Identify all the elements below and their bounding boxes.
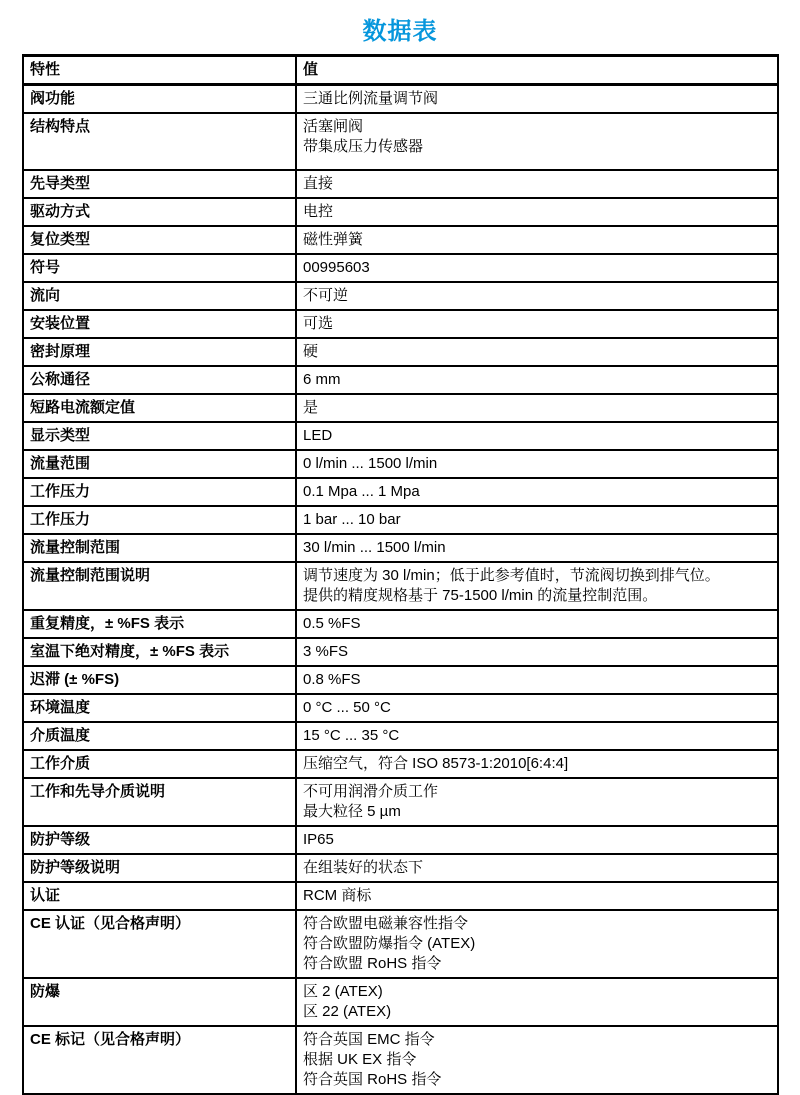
column-header-value: 值 xyxy=(296,56,778,85)
value-line: 最大粒径 5 µm xyxy=(303,803,401,820)
value-line: 符合欧盟电磁兼容性指令 xyxy=(303,915,469,932)
row-value xyxy=(296,366,778,394)
row-label: 结构特点 xyxy=(23,113,296,170)
row-label: 先导类型 xyxy=(23,170,296,198)
value-line: 调节速度为 30 l/min；低于此参考值时，节流阀切换到排气位。 xyxy=(303,567,720,584)
row-label: 安装位置 xyxy=(23,310,296,338)
value-line: 30 l/min ... 1500 l/min xyxy=(303,539,446,556)
value-line: 0.8 %FS xyxy=(303,671,361,688)
table-row xyxy=(23,226,778,254)
table-body xyxy=(23,85,778,1095)
row-value xyxy=(296,338,778,366)
row-label: 工作压力 xyxy=(23,506,296,534)
value-line: 区 22 (ATEX) xyxy=(303,1003,392,1020)
row-label: 防护等级 xyxy=(23,826,296,854)
value-line: 提供的精度规格基于 75-1500 l/min 的流量控制范围。 xyxy=(303,587,658,604)
page-title: 数据表 xyxy=(362,18,438,45)
row-label: 流量范围 xyxy=(23,450,296,478)
table-row xyxy=(23,638,778,666)
row-label: 工作介质 xyxy=(23,750,296,778)
row-value xyxy=(296,910,778,978)
table-row xyxy=(23,978,778,1026)
row-label: 室温下绝对精度，± %FS 表示 xyxy=(23,638,296,666)
value-line: 磁性弹簧 xyxy=(303,231,364,248)
value-line: LED xyxy=(303,427,333,444)
row-value xyxy=(296,506,778,534)
value-line: 0.5 %FS xyxy=(303,615,361,632)
table-row xyxy=(23,506,778,534)
value-line: 三通比例流量调节阀 xyxy=(303,90,439,107)
table-row xyxy=(23,534,778,562)
value-line: 可选 xyxy=(303,315,334,332)
table-row xyxy=(23,366,778,394)
row-value xyxy=(296,394,778,422)
row-value xyxy=(296,750,778,778)
table-row xyxy=(23,394,778,422)
table-row xyxy=(23,170,778,198)
row-value xyxy=(296,226,778,254)
value-line: 15 °C ... 35 °C xyxy=(303,727,400,744)
table-row xyxy=(23,1026,778,1094)
value-line: 0.1 Mpa ... 1 Mpa xyxy=(303,483,420,500)
value-line: 电控 xyxy=(303,203,334,220)
row-label: CE 认证（见合格声明） xyxy=(23,910,296,978)
row-label: 迟滞 (± %FS) xyxy=(23,666,296,694)
value-line: 1 bar ... 10 bar xyxy=(303,511,401,528)
value-line: 在组装好的状态下 xyxy=(303,859,424,876)
row-value xyxy=(296,882,778,910)
value-line: 活塞闸阀 xyxy=(303,118,364,135)
table-row xyxy=(23,85,778,114)
value-line: 不可逆 xyxy=(303,287,349,304)
row-label: 防爆 xyxy=(23,978,296,1026)
value-line: 3 %FS xyxy=(303,643,349,660)
value-line: 带集成压力传感器 xyxy=(303,138,424,155)
row-value xyxy=(296,450,778,478)
table-row xyxy=(23,694,778,722)
row-value xyxy=(296,722,778,750)
table-row xyxy=(23,198,778,226)
row-value xyxy=(296,422,778,450)
row-value xyxy=(296,1026,778,1094)
table-row xyxy=(23,254,778,282)
table-header xyxy=(23,56,778,85)
row-label: 密封原理 xyxy=(23,338,296,366)
row-label: 公称通径 xyxy=(23,366,296,394)
table-row xyxy=(23,910,778,978)
row-value xyxy=(296,170,778,198)
value-line: 0 l/min ... 1500 l/min xyxy=(303,455,438,472)
row-value xyxy=(296,694,778,722)
row-value xyxy=(296,854,778,882)
row-label: 重复精度，± %FS 表示 xyxy=(23,610,296,638)
value-line: 00995603 xyxy=(303,259,370,276)
row-value xyxy=(296,778,778,826)
row-label: 工作和先导介质说明 xyxy=(23,778,296,826)
value-line: 区 2 (ATEX) xyxy=(303,983,383,1000)
row-label: 流量控制范围 xyxy=(23,534,296,562)
row-label: 流向 xyxy=(23,282,296,310)
row-value xyxy=(296,478,778,506)
table-row xyxy=(23,610,778,638)
value-line: 0 °C ... 50 °C xyxy=(303,699,391,716)
row-value xyxy=(296,610,778,638)
row-label: 复位类型 xyxy=(23,226,296,254)
value-line: 符合欧盟防爆指令 (ATEX) xyxy=(303,935,476,952)
table-row xyxy=(23,750,778,778)
spec-table xyxy=(22,54,779,1095)
value-line: RCM 商标 xyxy=(303,887,372,904)
row-value xyxy=(296,978,778,1026)
table-row xyxy=(23,450,778,478)
value-line: 硬 xyxy=(303,343,319,360)
table-row xyxy=(23,778,778,826)
table-row xyxy=(23,338,778,366)
row-value xyxy=(296,826,778,854)
table-row xyxy=(23,722,778,750)
value-line: 符合欧盟 RoHS 指令 xyxy=(303,955,442,972)
table-row xyxy=(23,666,778,694)
row-label: 认证 xyxy=(23,882,296,910)
table-row xyxy=(23,882,778,910)
row-value xyxy=(296,198,778,226)
row-value xyxy=(296,282,778,310)
row-value xyxy=(296,666,778,694)
row-value xyxy=(296,310,778,338)
row-label: 符号 xyxy=(23,254,296,282)
row-label: 环境温度 xyxy=(23,694,296,722)
value-line: 6 mm xyxy=(303,371,341,388)
row-value xyxy=(296,638,778,666)
value-line: IP65 xyxy=(303,831,334,848)
value-line: 直接 xyxy=(303,175,334,192)
column-header-characteristic: 特性 xyxy=(23,56,296,85)
row-label: CE 标记（见合格声明） xyxy=(23,1026,296,1094)
row-label: 短路电流额定值 xyxy=(23,394,296,422)
table-row xyxy=(23,478,778,506)
table-row xyxy=(23,282,778,310)
value-line: 根据 UK EX 指令 xyxy=(303,1051,417,1068)
table-row xyxy=(23,310,778,338)
row-label: 介质温度 xyxy=(23,722,296,750)
table-row xyxy=(23,562,778,610)
table-row xyxy=(23,854,778,882)
value-line: 符合英国 EMC 指令 xyxy=(303,1031,435,1048)
table-row xyxy=(23,422,778,450)
row-label: 显示类型 xyxy=(23,422,296,450)
value-line: 不可用润滑介质工作 xyxy=(303,783,439,800)
value-line: 是 xyxy=(303,399,319,416)
row-value xyxy=(296,562,778,610)
row-value xyxy=(296,534,778,562)
value-line: 压缩空气，符合 ISO 8573-1:2010[6:4:4] xyxy=(303,755,569,772)
row-value xyxy=(296,254,778,282)
row-label: 驱动方式 xyxy=(23,198,296,226)
row-value xyxy=(296,85,778,114)
row-label: 防护等级说明 xyxy=(23,854,296,882)
table-header-row xyxy=(23,56,778,85)
value-line: 符合英国 RoHS 指令 xyxy=(303,1071,442,1088)
row-label: 阀功能 xyxy=(23,85,296,114)
row-label: 流量控制范围说明 xyxy=(23,562,296,610)
table-row xyxy=(23,113,778,170)
row-value xyxy=(296,113,778,170)
row-label: 工作压力 xyxy=(23,478,296,506)
table-row xyxy=(23,826,778,854)
